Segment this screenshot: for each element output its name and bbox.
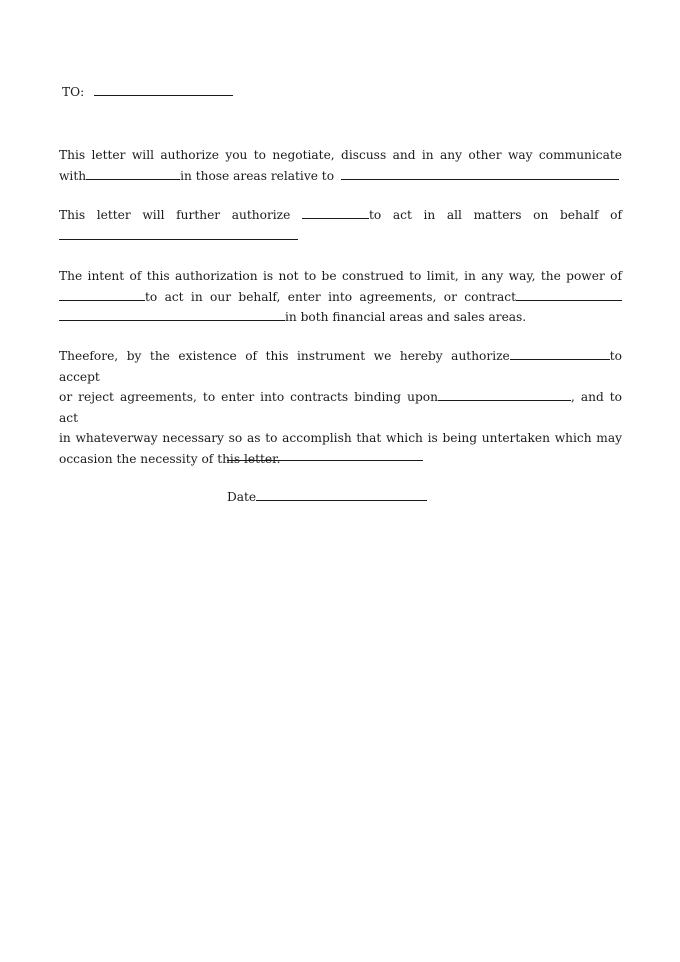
paragraph-intent <box>59 266 622 328</box>
authorize-blank <box>510 347 610 360</box>
with-text: with <box>59 168 87 183</box>
paragraph-intent-line-2 <box>59 287 622 308</box>
date-blank <box>256 488 427 501</box>
paragraph-therefore <box>59 346 622 469</box>
power-blank <box>59 288 145 301</box>
relative-blank <box>341 167 619 180</box>
relative-text: in those areas relative to <box>180 168 335 183</box>
paragraph-intent-line-1: The intent of this authorization is not to be construed to limit, in any way, the power of <box>59 269 622 283</box>
contract-blank <box>516 288 622 301</box>
contract-text: to act in our behalf, enter into agreements, or contract <box>145 289 516 304</box>
behalf-blank <box>59 227 298 240</box>
date-label: Date <box>227 490 257 504</box>
date-line <box>227 488 427 504</box>
areas-blank <box>59 308 285 321</box>
paragraph-negotiate <box>59 145 622 186</box>
paragraph-negotiate-line-1: This letter will authorize you to negotiate, discuss and in any other way communicate <box>59 148 622 162</box>
behalf-text: to act in all matters on behalf of <box>368 208 623 222</box>
paragraph-further-authorize-line-1 <box>59 205 622 226</box>
hereby-authorize-text: Theefore, by the existence of this instrument we hereby authorize <box>59 349 510 363</box>
paragraph-therefore-line-3: in whateverway necessary so as to accomplish that which is being untertaken which may <box>59 431 622 445</box>
act-text: , and to act <box>59 390 622 425</box>
paragraph-therefore-line-1 <box>59 346 622 387</box>
accept-text: to accept <box>59 349 622 384</box>
areas-text: in both financial areas and sales areas. <box>285 310 527 324</box>
to-line <box>62 83 233 99</box>
paragraph-further-authorize <box>59 205 622 246</box>
binding-upon-text: or reject agreements, to enter into contracts binding upon <box>59 390 438 404</box>
paragraph-therefore-line-4: occasion the necessity of this letter. <box>59 451 281 466</box>
paragraph-negotiate-line-2 <box>59 166 622 187</box>
binding-upon-blank <box>438 388 571 401</box>
signature-line <box>227 460 423 461</box>
to-blank <box>94 83 233 96</box>
further-authorize-text: This letter will further authorize <box>59 208 291 222</box>
with-blank <box>86 167 180 180</box>
paragraph-intent-line-3 <box>59 307 622 328</box>
further-authorize-blank <box>302 206 369 219</box>
paragraph-therefore-line-2 <box>59 387 622 428</box>
paragraph-further-authorize-line-2 <box>59 226 622 247</box>
to-label: TO: <box>62 85 85 99</box>
